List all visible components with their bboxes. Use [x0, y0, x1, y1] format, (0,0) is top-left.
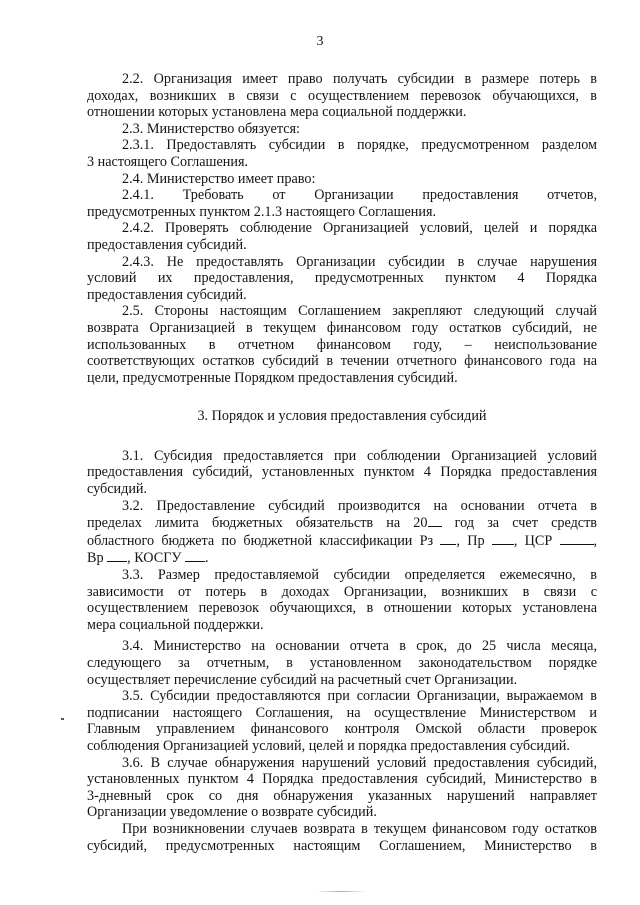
text-line: 2.4.3. Не предоставлять Организации субсидии в случае нарушения [122, 253, 597, 270]
text-line: 2.3. Министерство обязуется: [122, 120, 300, 137]
paragraph-2-4-3 [87, 254, 597, 304]
paragraph-2-5 [87, 303, 597, 386]
text-fragment: , ЦСР [513, 532, 553, 549]
scan-smudge [316, 891, 366, 892]
blank-field-pr [492, 532, 514, 545]
text-line: доходах, возникших в связи с осуществлением перевозок обучающихся, в [87, 87, 597, 104]
paragraph-3-4 [87, 638, 597, 688]
blank-field-kosgu [185, 549, 205, 562]
text-line: соблюдения Организацией условий, целей и порядка предоставления субсидий. [87, 737, 570, 754]
paragraph-3-5 [87, 688, 597, 754]
paragraph-2-4-2 [87, 220, 597, 253]
text-line: предусмотренных пунктом 2.1.3 настоящего Соглашения. [87, 203, 437, 220]
paragraph-2-4-1 [87, 187, 597, 220]
text-line: 3-дневный срок со дня обнаружения указанных нарушений направляет [87, 787, 597, 804]
page-number: 3 [316, 34, 324, 49]
text-line: предоставления субсидий, установленных пунктом 4 Порядка предоставления [87, 464, 597, 481]
text-line: 2.5. Стороны настоящим Соглашением закрепляют следующий случай [122, 303, 597, 320]
text-line: 2.2. Организация имеет право получать субсидии в размере потерь в [122, 71, 597, 87]
blank-field-year [428, 514, 442, 527]
text-line: цели, предусмотренные Порядком предоставления субсидий. [87, 369, 458, 386]
text-line: предоставления субсидий. [87, 236, 247, 253]
paragraph-2-4 [87, 171, 597, 188]
text-fragment: . [205, 550, 209, 567]
text-line: условий их предоставления, предусмотренных пунктом 4 Порядка [87, 270, 597, 287]
paragraph-2-3-1 [87, 137, 597, 170]
text-fragment: , Пр [456, 532, 485, 549]
text-line: установленных пунктом 4 Порядка предоставления субсидий, Министерство в [87, 771, 597, 788]
text-line: Главным управлением финансового контроля Омской области проверок [87, 721, 597, 738]
text-line: 3.2. Предоставление субсидий производится на основании отчета в [122, 497, 597, 514]
text-line: следующего за отчетным, в установленном законодательством порядке [87, 655, 597, 671]
text-fragment: , КОСГУ [127, 550, 182, 567]
paragraph-2-2 [87, 71, 597, 121]
text-line: субсидий. [87, 481, 148, 498]
text-line: осуществлением перевозок обучающихся, в отношении которых установлена [87, 600, 597, 617]
text-line: 3.4. Министерство на основании отчета в срок, до 25 числа месяца, [122, 638, 597, 655]
text-line: предоставления субсидий. [87, 286, 247, 303]
text-line: 3.1. Субсидия предоставляется при соблюдении Организацией условий [122, 447, 597, 464]
text-line: 2.4.2. Проверять соблюдение Организацией условий, целей и порядка [122, 220, 597, 237]
paragraph-3-2 [87, 498, 597, 567]
text-line: мера социальной поддержки. [87, 616, 264, 633]
paragraph-3-3 [87, 567, 597, 633]
text-line: 3.5. Субсидии предоставляются при согласии Организации, выражаемом в [122, 688, 597, 705]
text-line: 3.3. Размер предоставляемой субсидии определяется ежемесячно, в [122, 567, 597, 584]
paragraph-2-3 [87, 121, 597, 138]
paragraph-return-remainders [87, 821, 597, 854]
paragraph-3-6 [87, 755, 597, 821]
document-body [87, 71, 597, 854]
text-line: 3.6. В случае обнаружения нарушений условий предоставления субсидий, [122, 754, 597, 771]
text-line: 2.3.1. Предоставлять субсидии в порядке, предусмотренном разделом [122, 137, 597, 154]
text-fragment: Вр [87, 550, 104, 567]
text-line: подписании настоящего Соглашения, на осуществление Министерством и [87, 704, 597, 721]
blank-field-csr [560, 532, 594, 545]
text-line: осуществляет перечисление субсидий на расчетный счет Организации. [87, 671, 518, 688]
text-line [87, 532, 597, 550]
text-line: 2.4.1. Требовать от Организации предоставления отчетов, [122, 187, 597, 204]
text-line: отношении которых установлена мера социальной поддержки. [87, 104, 467, 121]
text-line: субсидий, предусмотренных настоящим Соглашением, Министерство в [87, 837, 597, 854]
text-line: использованных в отчетном финансовом году, – неиспользование [87, 336, 597, 353]
text-fragment: областного бюджета по бюджетной классификации Рз [87, 532, 434, 549]
section-heading-3: 3. Порядок и условия предоставления субсидий [197, 408, 487, 425]
text-line [87, 514, 597, 532]
text-line: Организации уведомление о возврате субсидий. [87, 804, 377, 821]
paragraph-3-1 [87, 448, 597, 498]
blank-field-rz [440, 532, 456, 545]
text-line: 2.4. Министерство имеет право: [122, 170, 316, 187]
text-line: соответствующих остатков субсидий в течении отчетного финансового года на [87, 353, 597, 370]
text-line: зависимости от потерь в доходах Организации, возникших в связи с [87, 583, 597, 600]
text-fragment: год за счет средств [454, 515, 597, 532]
text-line: 3 настоящего Соглашения. [87, 153, 249, 170]
text-fragment: пределах лимита бюджетных обязательств на 20 [87, 515, 428, 532]
text-line: возврата Организацией в текущем финансовом году остатков субсидий, не [87, 319, 597, 336]
margin-mark [61, 718, 64, 720]
text-fragment: , [593, 532, 598, 549]
text-line [87, 549, 597, 567]
blank-field-vr [107, 549, 127, 562]
text-line: При возникновении случаев возврата в текущем финансовом году остатков [122, 820, 597, 837]
